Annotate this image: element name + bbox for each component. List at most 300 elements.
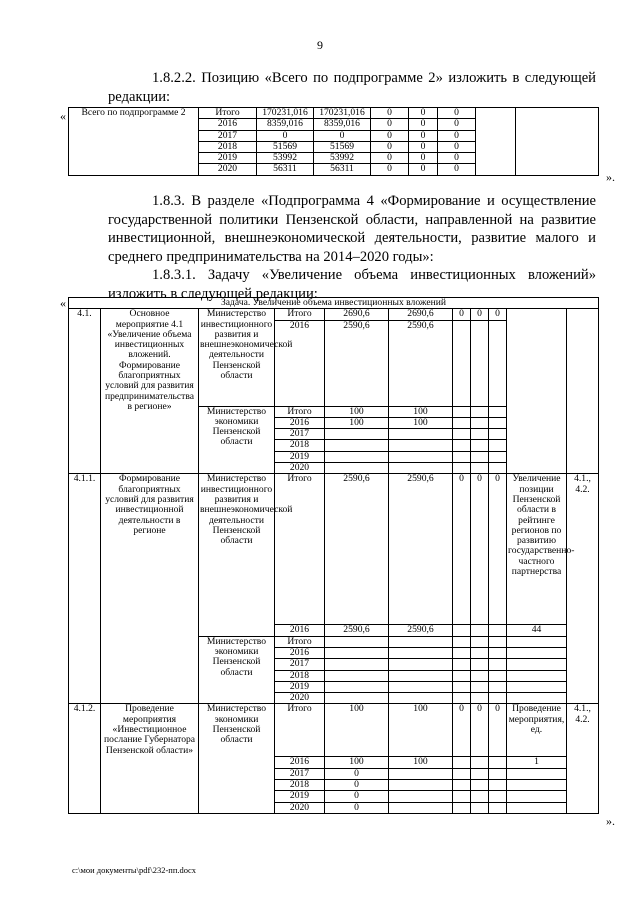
cell: [471, 681, 489, 692]
cell-indicator-value: [507, 625, 567, 636]
cell: [275, 780, 325, 791]
table-cell: 2016: [289, 624, 310, 636]
cell: [275, 320, 325, 406]
table-cell: 2017: [289, 767, 310, 779]
table-cell: 0: [477, 473, 482, 485]
cell: [325, 429, 389, 440]
cell: [199, 119, 257, 130]
cell: [275, 429, 325, 440]
cell: [453, 440, 471, 451]
table-cell: 0: [354, 767, 359, 779]
cell: [199, 108, 257, 119]
table-cell: 0: [420, 129, 426, 141]
cell: [453, 670, 471, 681]
cell: [325, 417, 389, 428]
cell: [257, 108, 314, 119]
cell: [325, 780, 389, 791]
cell: [471, 474, 489, 625]
cell: [275, 647, 325, 658]
cell: [325, 681, 389, 692]
table-cell: 100: [413, 756, 428, 768]
cell: [471, 429, 489, 440]
cell: [275, 309, 325, 320]
cell: [471, 704, 489, 757]
cell: [325, 647, 389, 658]
cell: [314, 141, 371, 152]
cell: [409, 153, 438, 164]
cell: [453, 417, 471, 428]
table-cell: 100: [413, 416, 428, 428]
cell: [471, 780, 489, 791]
cell: [453, 693, 471, 704]
open-quote-1: «: [60, 109, 66, 123]
cell: [489, 625, 507, 636]
cell: [409, 141, 438, 152]
table-cell: 56311: [330, 163, 354, 175]
cell: [325, 768, 389, 779]
cell: [471, 693, 489, 704]
cell-empty: [567, 309, 599, 474]
table-cell: 2016: [289, 416, 310, 428]
cell: [489, 417, 507, 428]
cell: [275, 693, 325, 704]
cell-empty: [516, 108, 599, 176]
cell-num: [69, 309, 101, 474]
cell: [389, 474, 453, 625]
cell: [371, 108, 409, 119]
cell: [471, 417, 489, 428]
table-cell: 2016: [289, 319, 310, 331]
cell: [389, 791, 453, 802]
file-path-footer: c:\мои документы\pdf\232-пп.docx: [72, 865, 197, 875]
cell: [489, 406, 507, 417]
cell: [389, 659, 453, 670]
ref: 4.1., 4.2.: [574, 473, 591, 495]
cell: [275, 681, 325, 692]
table-cell: 0: [387, 163, 392, 175]
cell: [389, 704, 453, 757]
cell: [453, 451, 471, 462]
cell: [275, 704, 325, 757]
paragraph-1-8-3-1: 1.8.3.1. Задачу «Увеличение объема инвестиционных вложений» изложить в следующей редакции:: [108, 267, 596, 302]
cell-indicator: [507, 704, 567, 757]
cell: [453, 309, 471, 320]
cell: [453, 780, 471, 791]
year: Итого: [287, 635, 312, 647]
table-cell: 2590,6: [407, 473, 434, 485]
ministry-name: Министерство экономики Пензенской области: [206, 635, 267, 678]
table-cell: 2020: [217, 163, 238, 175]
table-cell: 0: [420, 163, 426, 175]
table-cell: 0: [282, 129, 288, 141]
year: 2019: [289, 680, 310, 692]
cell: [453, 320, 471, 406]
table-cell: 0: [387, 140, 392, 152]
table-cell: 0: [459, 308, 464, 320]
table-task-investment: [68, 297, 599, 814]
cell: [389, 768, 453, 779]
cell: [275, 440, 325, 451]
cell: [471, 636, 489, 647]
cell: [371, 153, 409, 164]
cell: [325, 757, 389, 768]
table-row: [69, 704, 599, 757]
cell-ministry: [199, 473, 293, 636]
table-cell: 56311: [273, 163, 297, 175]
cell: [314, 108, 371, 119]
table-cell: 2019: [289, 450, 310, 462]
cell: [325, 625, 389, 636]
cell: [489, 474, 507, 625]
ministry-name: Министерство инвестиционного развития и внешнеэкономической деятельности Пензенской области: [200, 308, 293, 382]
cell: [438, 119, 476, 130]
cell: [389, 757, 453, 768]
cell: [199, 130, 257, 141]
cell: [507, 768, 567, 779]
cell: [489, 320, 507, 406]
cell: [389, 309, 453, 320]
cell: [489, 768, 507, 779]
cell: [257, 119, 314, 130]
cell: [507, 647, 567, 658]
cell: [325, 320, 389, 406]
cell: [275, 659, 325, 670]
cell: [438, 153, 476, 164]
cell-num: [69, 704, 101, 813]
cell-empty: [507, 309, 567, 474]
cell: [325, 670, 389, 681]
table-cell: 100: [349, 756, 364, 768]
cell: [453, 791, 471, 802]
cell: [453, 681, 471, 692]
table-row: [69, 298, 599, 309]
cell: [275, 406, 325, 417]
cell: [471, 757, 489, 768]
cell: [257, 130, 314, 141]
cell: [275, 451, 325, 462]
table-cell: 0: [387, 107, 392, 118]
cell: [325, 440, 389, 451]
cell: [489, 647, 507, 658]
cell: [453, 406, 471, 417]
table-cell: 53992: [273, 152, 297, 164]
table-cell: 2019: [217, 152, 238, 164]
cell: [471, 768, 489, 779]
cell: [489, 451, 507, 462]
table-cell: 0: [354, 801, 359, 813]
table-cell: 0: [454, 140, 459, 152]
cell-name: [101, 474, 199, 704]
table-cell: 51569: [330, 140, 354, 152]
table-cell: 2019: [289, 790, 310, 802]
cell: [389, 429, 453, 440]
cell: [471, 625, 489, 636]
cell: [471, 440, 489, 451]
cell-empty: [476, 108, 516, 176]
cell: [471, 647, 489, 658]
table-cell: 0: [459, 703, 464, 715]
table-cell: 100: [413, 405, 428, 417]
cell: [489, 791, 507, 802]
row-name: Проведение мероприятия «Инвестиционное послание Губернатора Пензенской области»: [103, 703, 196, 756]
cell: [471, 463, 489, 474]
row-number: 4.1.: [77, 308, 92, 320]
cell-num: [69, 474, 101, 704]
cell: [275, 757, 325, 768]
table-cell: 100: [349, 405, 364, 417]
table-cell: 0: [495, 473, 500, 485]
year: 2020: [289, 692, 310, 704]
table-row: [69, 108, 599, 119]
cell: [275, 463, 325, 474]
cell: [489, 802, 507, 813]
table-cell: 0: [477, 308, 482, 320]
row-name: Основное мероприятие 4.1 «Увеличение объема инвестиционных вложений. Формирование благоприятных условий для развития предпринимательства в регионе»: [104, 308, 195, 412]
indicator: Проведение мероприятия, ед.: [508, 703, 565, 736]
cell: [489, 636, 507, 647]
table-cell: 170231,016: [319, 107, 365, 118]
cell: [389, 406, 453, 417]
cell: [409, 108, 438, 119]
cell: [409, 164, 438, 175]
cell: [275, 802, 325, 813]
close-quote-1: ».: [606, 170, 615, 184]
cell: [199, 153, 257, 164]
cell: [489, 681, 507, 692]
cell: [409, 119, 438, 130]
ref: 4.1., 4.2.: [574, 703, 591, 725]
table-cell: 0: [454, 163, 459, 175]
cell: [471, 659, 489, 670]
cell: [507, 681, 567, 692]
table-cell: 2017: [217, 129, 238, 141]
cell: [489, 670, 507, 681]
cell: [507, 670, 567, 681]
table-cell: 100: [349, 416, 364, 428]
cell: [489, 757, 507, 768]
table-cell: 0: [454, 152, 459, 164]
table-cell: Итого: [287, 405, 312, 417]
cell: [389, 636, 453, 647]
table-cell: Итого: [287, 473, 312, 485]
table-cell: 2020: [289, 462, 310, 474]
cell: [389, 693, 453, 704]
table-cell: 2017: [289, 428, 310, 440]
task-header-cell: [69, 298, 599, 309]
cell: [438, 130, 476, 141]
table-cell: 0: [477, 703, 482, 715]
cell: [325, 802, 389, 813]
cell-ministry: [199, 308, 293, 406]
cell: [471, 406, 489, 417]
page-number: 9: [317, 38, 323, 52]
table-cell: 0: [387, 152, 392, 164]
cell: [257, 164, 314, 175]
table-cell: 170231,016: [262, 107, 308, 118]
cell-name: [101, 704, 199, 813]
indicator-value: 44: [531, 624, 542, 636]
paragraph-1-8-2-2: 1.8.2.2. Позицию «Всего по подпрограмме 2» изложить в следующей редакции:: [108, 70, 596, 105]
cell: [453, 768, 471, 779]
table-cell: 0: [387, 118, 392, 130]
table-cell: 2018: [289, 439, 310, 451]
cell: [275, 636, 325, 647]
table-row: [69, 474, 599, 625]
cell: [275, 768, 325, 779]
table-cell: 0: [454, 107, 459, 118]
cell: [325, 636, 389, 647]
cell: [438, 164, 476, 175]
cell: [389, 780, 453, 791]
cell: [489, 309, 507, 320]
row-number: 4.1.1.: [73, 473, 96, 485]
cell: [325, 704, 389, 757]
cell: [507, 780, 567, 791]
cell: [489, 440, 507, 451]
cell: [371, 119, 409, 130]
row-name: Формирование благоприятных условий для развития инвестиционной деятельности в регионе: [105, 473, 194, 536]
cell: [325, 309, 389, 320]
table-cell: 2016: [289, 756, 310, 768]
table-cell: 2590,6: [407, 624, 434, 636]
cell: [453, 802, 471, 813]
table-cell: 2590,6: [343, 624, 370, 636]
cell-ministry: [199, 406, 275, 474]
cell: [275, 625, 325, 636]
table-row: [69, 309, 599, 320]
cell: [371, 164, 409, 175]
table-cell: 0: [420, 152, 426, 164]
cell: [314, 164, 371, 175]
cell-ref: [567, 474, 599, 704]
table-cell: Итого: [287, 308, 312, 320]
cell: [453, 474, 471, 625]
cell: [389, 440, 453, 451]
cell: [275, 474, 325, 625]
table-cell: 0: [420, 140, 426, 152]
year: 2017: [289, 658, 310, 670]
ministry-name: Министерство экономики Пензенской области: [206, 703, 267, 746]
cell: [438, 108, 476, 119]
cell: [199, 141, 257, 152]
cell: [325, 693, 389, 704]
year: 2018: [289, 669, 310, 681]
table-cell: 2020: [289, 801, 310, 813]
cell: [471, 802, 489, 813]
close-quote-2: ».: [606, 814, 615, 828]
ministry-name: Министерство экономики Пензенской области: [206, 405, 267, 448]
open-quote-2: «: [60, 296, 66, 310]
table-cell: 8359,016: [267, 118, 303, 130]
cell-ref: [567, 704, 599, 813]
cell: [257, 141, 314, 152]
cell: [389, 320, 453, 406]
cell: [453, 757, 471, 768]
cell: [489, 704, 507, 757]
table-cell: 0: [354, 790, 359, 802]
cell: [325, 474, 389, 625]
table-cell: 0: [354, 779, 359, 791]
table-cell: 2590,6: [407, 319, 434, 331]
table-cell: 0: [454, 129, 459, 141]
cell: [325, 659, 389, 670]
cell: [389, 802, 453, 813]
table-cell: 100: [413, 703, 428, 715]
cell: [275, 670, 325, 681]
table-cell: 0: [495, 308, 500, 320]
table-cell: 0: [459, 473, 464, 485]
cell: [389, 670, 453, 681]
cell: [507, 659, 567, 670]
cell: [507, 791, 567, 802]
cell: [389, 647, 453, 658]
task-header: Задача. Увеличение объема инвестиционных вложений: [220, 297, 447, 308]
table-cell: Итого: [215, 107, 240, 118]
table-cell: 0: [339, 129, 345, 141]
table-subprogram-2-totals: [68, 107, 599, 176]
table-cell: 0: [454, 118, 459, 130]
cell: [489, 693, 507, 704]
cell: [453, 659, 471, 670]
cell: [489, 780, 507, 791]
cell-indicator: [507, 473, 575, 625]
cell: [314, 130, 371, 141]
ministry-name: Министерство инвестиционного развития и внешнеэкономической деятельности Пензенской области: [200, 473, 293, 547]
cell: [438, 141, 476, 152]
table-cell: 0: [387, 129, 392, 141]
table-cell: 2590,6: [343, 473, 370, 485]
cell: [275, 791, 325, 802]
cell: [453, 704, 471, 757]
cell: [389, 451, 453, 462]
table-cell: 100: [349, 703, 364, 715]
indicator: Увеличение позиции Пензенской области в рейтинге регионов по развитию государственно-частного партнерства: [508, 473, 575, 578]
cell: [489, 463, 507, 474]
table-cell: 2018: [289, 779, 310, 791]
cell: [453, 463, 471, 474]
cell: [325, 791, 389, 802]
table-cell: 2590,6: [343, 319, 370, 331]
cell: [471, 791, 489, 802]
cell: [489, 429, 507, 440]
cell-ministry: [199, 636, 275, 704]
cell: [453, 636, 471, 647]
cell-indicator-value: [507, 757, 567, 768]
cell: [257, 153, 314, 164]
cell: [489, 659, 507, 670]
table-cell: 0: [420, 107, 426, 118]
indicator-value: 1: [534, 756, 539, 768]
cell: [389, 625, 453, 636]
cell: [389, 463, 453, 474]
table-cell: 0: [420, 118, 426, 130]
cell-name: [101, 309, 199, 474]
cell: [453, 647, 471, 658]
table-cell: 2690,6: [407, 308, 434, 320]
cell: [471, 451, 489, 462]
cell: [199, 164, 257, 175]
cell: [389, 417, 453, 428]
row-label-total: Всего по подпрограмме 2: [81, 107, 186, 118]
table-cell: Итого: [287, 703, 312, 715]
table-cell: 2016: [217, 118, 238, 130]
year: 2016: [289, 646, 310, 658]
row-number: 4.1.2.: [73, 703, 96, 715]
cell-label: [69, 108, 199, 176]
cell: [453, 625, 471, 636]
table-cell: 51569: [273, 140, 297, 152]
cell-ministry: [199, 704, 275, 813]
